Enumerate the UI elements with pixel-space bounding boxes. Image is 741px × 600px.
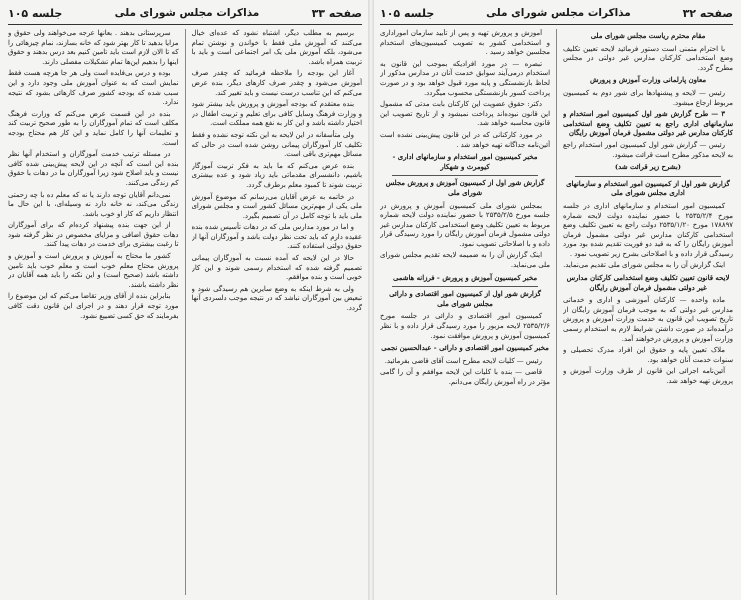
paragraph: نمی‌دانم آقایان توجه دارند یا نه که معلم ده با چه زحمتی زندگی می‌کند، نه خانه دارد نه وسیله‌ای، با این حال ما انتظار داریم که کار او خوب باشد. <box>8 190 179 218</box>
paragraph: در مورد کارکنانی که در این قانون پیش‌بینی نشده است آئین‌نامه جداگانه تهیه خواهد شد . <box>380 130 550 149</box>
paragraph: برسیم به مطلب دیگر، اشتباه نشود که عده‌ای خیال می‌کنند که آموزش ملی فقط با خواندن و نوشتن تمام می‌شود، بلکه آموزش ملی یک امر اجتماعی است و باید با تربیت همراه باشد. <box>191 29 362 66</box>
paragraph: رئیس — لایحه و پیشنهادها برای شور دوم به کمیسیون مربوط ارجاع میشود. <box>563 88 733 107</box>
paragraph: ملاک تعیین پایه و حقوق این افراد مدرک تحصیلی و سنوات خدمت آنان خواهد بود. <box>563 346 733 364</box>
read-note: (بشرح زیر قرائت شد) <box>614 163 682 172</box>
right-page-title: مذاکرات مجلس شورای ملی <box>486 7 631 19</box>
paragraph: سرپرستانی بدهند . بعانها عرجه می‌خواهند ولی حقوق و مزایا بدهید تا کار بهتر شود که خانه بسازند، نمام چیزهائی را که تا الان لازم است باید تامین کنیم بعد درس بدهند و حقوق اینها را بدهیم این‌ها تمام تشکیلات مفصلی دارند. <box>8 29 179 66</box>
paragraph: اینک گزارش آن را به مجلس شورای ملی تقدیم می‌نماید. <box>563 261 725 270</box>
paragraph: بمجلس شورای ملی کمیسیون آموزش و پرورش در جلسه مورخ ۲۵۳۵/۲/۵ با حضور نماینده دولت لایحه شماره مربوط به تعیین تکلیف وضع استخدامی کارکنان مدارس غیر دولتی مشمول فرمان آموزش رایگان را مورد رسیدگی قرار داده و با اصلاحاتی تصویب نمود. <box>380 201 550 248</box>
column-fade <box>563 589 733 595</box>
horizontal-rule <box>392 286 538 287</box>
report-signature: مخبر کمیسیون آموزش و پرورش - فرزانه هاشمی <box>392 273 538 282</box>
paragraph: با احترام متمنی است دستور فرمائید لایحه تعیین تکلیف وضع استخدامی کارکنان مدارس غیر دولتی در مجلس مطرح گردد. <box>563 44 733 72</box>
right-page-header <box>380 4 733 25</box>
right-page-column-right <box>563 29 733 595</box>
report-signature: مخبر کمیسیون امور اقتصادی و دارائی - عبدالحسین نجمی <box>381 344 549 353</box>
column-fade <box>380 589 550 595</box>
paragraph: بنده در این قسمت عرض می‌کنم که وزارت فرهنگ مکلف است که تمام آموزگاران را به طور صحیح تربیت کند و تعلیمات آنها را کامل نماید و این کار هم محتاج بودجه است. <box>8 109 179 147</box>
paragraph: ولی متأسفانه در این لایحه به این نکته توجه نشده و فقط تکلیف کار آموزگاران پیمانی روشن شده است در حالی که مسائل مهم‌تری باقی است. <box>191 130 362 159</box>
paragraph: کمیسیون امور استخدام و سازمانهای اداری در جلسه مورخ ۲۵۳۵/۲/۴ با حضور نماینده دولت لایحه شماره ۱۷۸۸۹۷ مورخ ۲۵۳۵/۱/۲۰ دولت راجع به تعیین تکلیف وضع استخدامی کارکنان مدارس غیر دولتی مشمول فرمان آموزش رایگان را که به قید دو فوریت تقدیم شده بود مورد رسیدگی قرار داده و با اصلاحاتی بشرح زیر تصویب نمود . <box>563 201 733 258</box>
paragraph: دکتر: حقوق عضویت این کارکنان بابت مدتی که مشمول این قانون نبوده‌اند پرداخت نمیشود و از تاریخ تصویب این قانون محاسبه خواهد شد. <box>380 100 550 128</box>
paragraph: ماده واحده — کارکنان آموزشی و اداری و خدماتی مدارس غیر دولتی که به موجب فرمان آموزش رایگان از تاریخ تصویب این قانون به خدمت وزارت آموزش و پرورش درآمده‌اند در صورت داشتن شرایط لازم به استخدام رسمی وزارت آموزش و پرورش درخواهند آمد. <box>563 296 733 343</box>
right-page-column-left <box>380 29 550 595</box>
paragraph: بنابراین بنده از آقای وزیر تقاضا می‌کنم که این موضوع را مورد توجه قرار دهند و در اجرای این قانون دقت کافی بفرمایند که حق کسی تضییع نشود. <box>8 292 179 320</box>
left-page-title: مذاکرات مجلس شورای ملی <box>114 7 260 19</box>
column-divider <box>185 29 186 595</box>
left-page-column-right <box>192 29 363 595</box>
paragraph: رئیس — کلیات لایحه مطرح است آقای قاضی بفرمائید. <box>384 356 542 365</box>
left-page-number: صفحه ۳۳ <box>311 6 362 20</box>
right-page-session: جلسه ۱۰۵ <box>380 6 435 20</box>
paragraph: آغاز این بودجه را ملاحظه فرمائید که چقدر صرف آموزش می‌شود و چقدر صرف کارهای دیگر، بنده عرض می‌کنم که این تناسب درست نیست و باید تغییر کند. <box>191 69 362 97</box>
horizontal-rule <box>392 175 538 176</box>
paragraph: بنده معتقدم که بودجه آموزش و پرورش باید بیشتر شود و وزارت فرهنگ وسایل کافی برای تعلیم و تربیت اطفال در اختیار داشته باشد و این کار به نفع همه مملکت است. <box>191 100 362 128</box>
left-page-header <box>8 4 362 25</box>
paragraph: در خاتمه به عرض آقایان می‌رسانم که موضوع آموزش ملی یکی از مهم‌ترین مسائل کشور است و مجلس شورای ملی باید با توجه کامل در آن تصمیم بگیرد. <box>191 192 362 220</box>
bill-title: لایحه قانون تعیین تکلیف وضع استخدامی کارکنان مدارس غیر دولتی مشمول فرمان آموزش رایگان <box>566 274 730 292</box>
left-page-session: جلسه ۱۰۵ <box>8 6 63 20</box>
paragraph: بوده و درس بی‌فایده است ولی هر جا هرچه هست فقط نمایش است که به عنوان آموزش ملی وجود دارد و این سبب شده که بودجه کشور صرف کارهائی بشود که نتیجه ندارد. <box>8 69 179 107</box>
report-title: گزارش شور اول از کمیسیون امور استخدام و سازمانهای اداری مجلس شورای ملی <box>566 179 730 198</box>
right-page-number: صفحه ۳۲ <box>682 6 733 20</box>
paragraph: از این جهت بنده پیشنهاد کرده‌ام که برای آموزگاران دهات حقوق اضافی و مزایای مخصوص در نظر گرفته شود تا رغبت بیشتری برای خدمت در دهات پیدا کنند. <box>8 221 179 249</box>
paragraph: کشور ما محتاج به آموزش و پرورش است و آموزش و پرورش محتاج معلم خوب است و معلم خوب باید تامین داشته باشد (صحیح است) و این نکته را باید همه آقایان در نظر داشته باشند. <box>8 252 179 289</box>
section-heading: ۳ — طرح گزارش شور اول کمیسیون امور استخدام و سازمانهای اداری راجع به تعیین تکلیف وضع استخدامی کارکنان مدارس غیر دولتی مشمول فرمان آموزش رایگان <box>563 110 733 138</box>
right-page-columns <box>380 29 733 595</box>
report-signature: مخبر کمیسیون امور استخدام و سازمانهای اداری - کیومرث و شهکار <box>392 153 538 171</box>
paragraph: مقام محترم ریاست مجلس شورای ملی <box>590 32 706 40</box>
paragraph: در مسئله ترتیب خدمت آموزگاران و استخدام آنها نظر بنده این است که آنچه در این لایحه پیش‌بینی شده کافی نیست و باید اصلاح شود زیرا آموزگاران ما در دهات با حقوق کم زندگی می‌کنند. <box>8 150 179 187</box>
paragraph: و اما در مورد مدارس ملی که در دهات تأسیس شده بنده عقیده دارم که باید تحت نظر دولت باشد و آموزگاران آنها از حقوق دولتی استفاده کنند. <box>191 223 362 251</box>
paragraph: معاون پارلمانی وزارت آموزش و پرورش <box>589 76 707 85</box>
report-title: گزارش شور اول از کمیسیون امور اقتصادی و دارائی مجلس شورای ملی <box>389 290 541 308</box>
paragraph: رئیس — گزارش شور اول کمیسیون امور استخدام راجع به لایحه مذکور مطرح است قرائت میشود. <box>563 140 733 159</box>
column-fade <box>8 589 179 595</box>
horizontal-rule <box>575 176 721 177</box>
paragraph: قاضی — بنده با کلیات این لایحه موافقم و آن را گامی مؤثر در راه آموزش رایگان می‌دانم. <box>380 368 550 386</box>
paragraph: کمیسیون امور اقتصادی و دارائی در جلسه مورخ ۲۵۳۵/۲/۶ لایحه مزبور را مورد رسیدگی قرار داده و با نظر کمیسیون آموزش و پرورش موافقت نمود. <box>380 312 550 340</box>
report-title: گزارش شور اول از کمیسیون آموزش و پرورش مجلس شورای ملی <box>385 179 545 197</box>
paragraph: حالا در این لایحه که آمده نسبت به آموزگاران پیمانی تصمیم گرفته شده که استخدام رسمی شوند و این کار خوبی است و بنده موافقم. <box>191 254 362 282</box>
book-gutter <box>368 0 374 600</box>
left-page-column-left <box>8 29 179 595</box>
paragraph: بنده عرض می‌کنم که ما باید به فکر تربیت آموزگار باشیم، دانشسرای مقدماتی باید زیاد شود و عده بیشتری تربیت شوند تا کمبود معلم برطرف گردد. <box>191 161 362 189</box>
column-divider <box>556 29 557 595</box>
paragraph: تبصره — در مورد افرادیکه بموجب این قانون به استخدام درمی‌آیند سوابق خدمت آنان در مدارس مذکور از لحاظ بازنشستگی و پایه مورد قبول خواهد بود و در صورت پرداخت کسور بازنشستگی محسوب میگردد. <box>380 59 550 97</box>
left-page-columns <box>8 29 362 595</box>
paragraph: آموزش و پرورش تهیه و پس از تأیید سازمان اموراداری و استخدامی کشور به تصویب کمیسیون‌های استخدام مجلسین خواهد رسید . <box>380 29 550 57</box>
paragraph: ولی به شرط اینکه به وضع سایرین هم رسیدگی شود و تبعیض بین آموزگاران نباشد که در نتیجه موجب دلسردی آنها گردد. <box>191 284 362 313</box>
paragraph: آئین‌نامه اجرائی این قانون از طرف وزارت آموزش و پرورش تهیه خواهد شد. <box>563 367 733 385</box>
paragraph: اینک گزارش آن را به ضمیمه لایحه تقدیم مجلس شورای ملی می‌نماید. <box>380 251 550 270</box>
right-page <box>372 0 741 600</box>
column-fade <box>192 589 363 595</box>
